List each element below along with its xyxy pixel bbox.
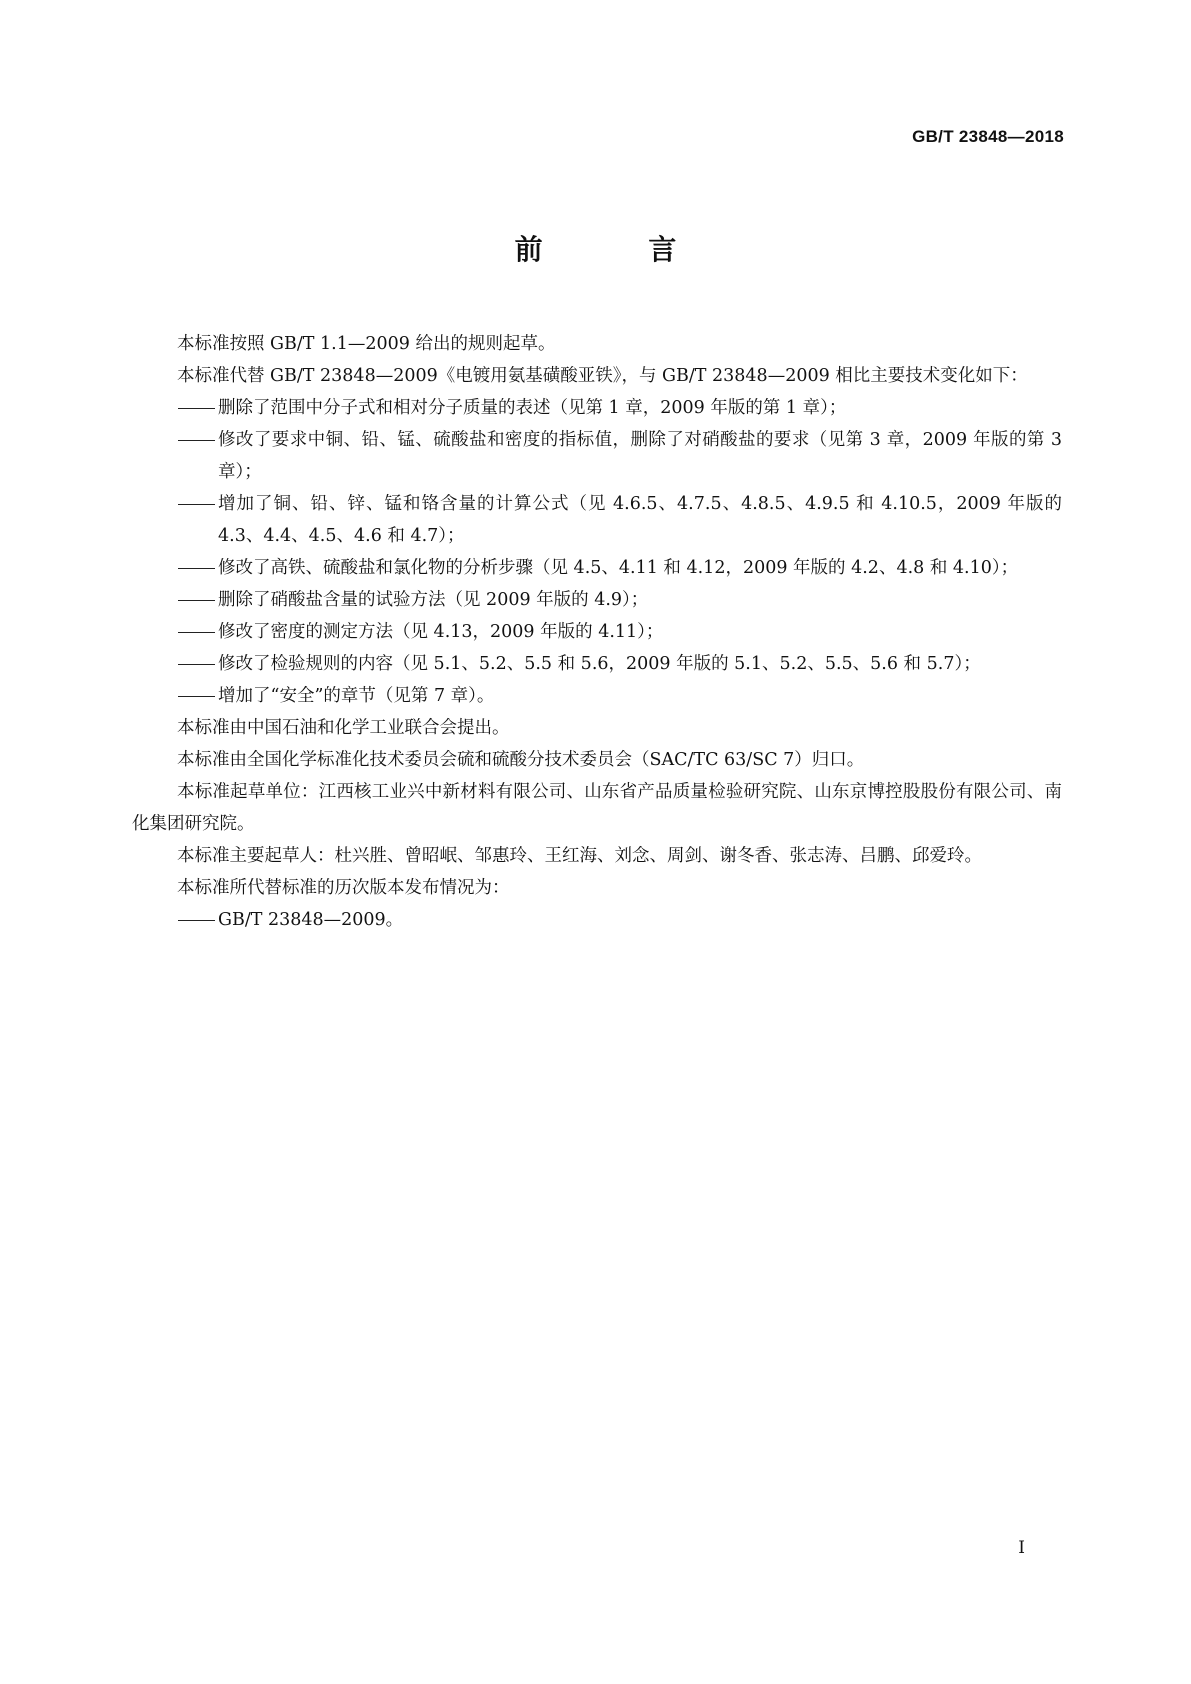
- change-item-text: 修改了检验规则的内容（见 5.1、5.2、5.5 和 5.6，2009 年版的 5.1、5.2、5.5、5.6 和 5.7）；: [218, 654, 981, 674]
- paragraph-replacement: 本标准代替 GB/T 23848—2009《电镀用氨基磺酸亚铁》，与 GB/T 23848—2009 相比主要技术变化如下：: [177, 366, 1028, 386]
- previous-version-text: GB/T 23848—2009。: [218, 910, 404, 930]
- document-body: [132, 328, 1062, 936]
- change-item-text: 增加了铜、铅、锌、锰和铬含量的计算公式（见 4.6.5、4.7.5、4.8.5、4.9.5 和 4.10.5，2009 年版的 4.3、4.4、4.5、4.6 和 4.7）；: [218, 494, 1062, 546]
- change-item-text: 删除了硝酸盐含量的试验方法（见 2009 年版的 4.9）；: [218, 590, 649, 610]
- page-title: 前 言: [514, 233, 725, 266]
- paragraph-proposer: 本标准由中国石油和化学工业联合会提出。: [177, 718, 510, 738]
- change-item-text: 删除了范围中分子式和相对分子质量的表述（见第 1 章，2009 年版的第 1 章）；: [218, 398, 847, 418]
- paragraph-drafting-rules: 本标准按照 GB/T 1.1—2009 给出的规则起草。: [177, 334, 556, 354]
- paragraph-drafters: 本标准主要起草人：杜兴胜、曾昭岷、邹惠玲、王红海、刘念、周剑、谢冬香、张志涛、吕鹏、邱爱玲。: [177, 846, 982, 866]
- paragraph-history: 本标准所代替标准的历次版本发布情况为：: [177, 878, 510, 898]
- change-item: [132, 552, 1062, 584]
- change-item: [132, 648, 1062, 680]
- change-item: [132, 392, 1062, 424]
- previous-version-item: [132, 904, 1062, 936]
- change-item-text: 修改了密度的测定方法（见 4.13，2009 年版的 4.11）；: [218, 622, 664, 642]
- paragraph-committee: 本标准由全国化学标准化技术委员会硫和硫酸分技术委员会（SAC/TC 63/SC 7）归口。: [177, 750, 865, 770]
- change-item-text: 修改了要求中铜、铅、锰、硫酸盐和密度的指标值，删除了对硝酸盐的要求（见第 3 章，2009 年版的第 3 章）；: [218, 430, 1062, 482]
- change-item: [132, 424, 1062, 488]
- change-item-text: 修改了高铁、硫酸盐和氯化物的分析步骤（见 4.5、4.11 和 4.12，2009 年版的 4.2、4.8 和 4.10）；: [218, 558, 1019, 578]
- standard-code: GB/T 23848—2018: [912, 127, 1064, 146]
- paragraph-drafting-units: 本标准起草单位：江西核工业兴中新材料有限公司、山东省产品质量检验研究院、山东京博控股股份有限公司、南化集团研究院。: [132, 782, 1062, 834]
- page-number: I: [1018, 1538, 1025, 1558]
- change-item: [132, 488, 1062, 552]
- change-item-text: 增加了“安全”的章节（见第 7 章）。: [218, 686, 495, 706]
- change-item: [132, 680, 1062, 712]
- change-item: [132, 584, 1062, 616]
- change-item: [132, 616, 1062, 648]
